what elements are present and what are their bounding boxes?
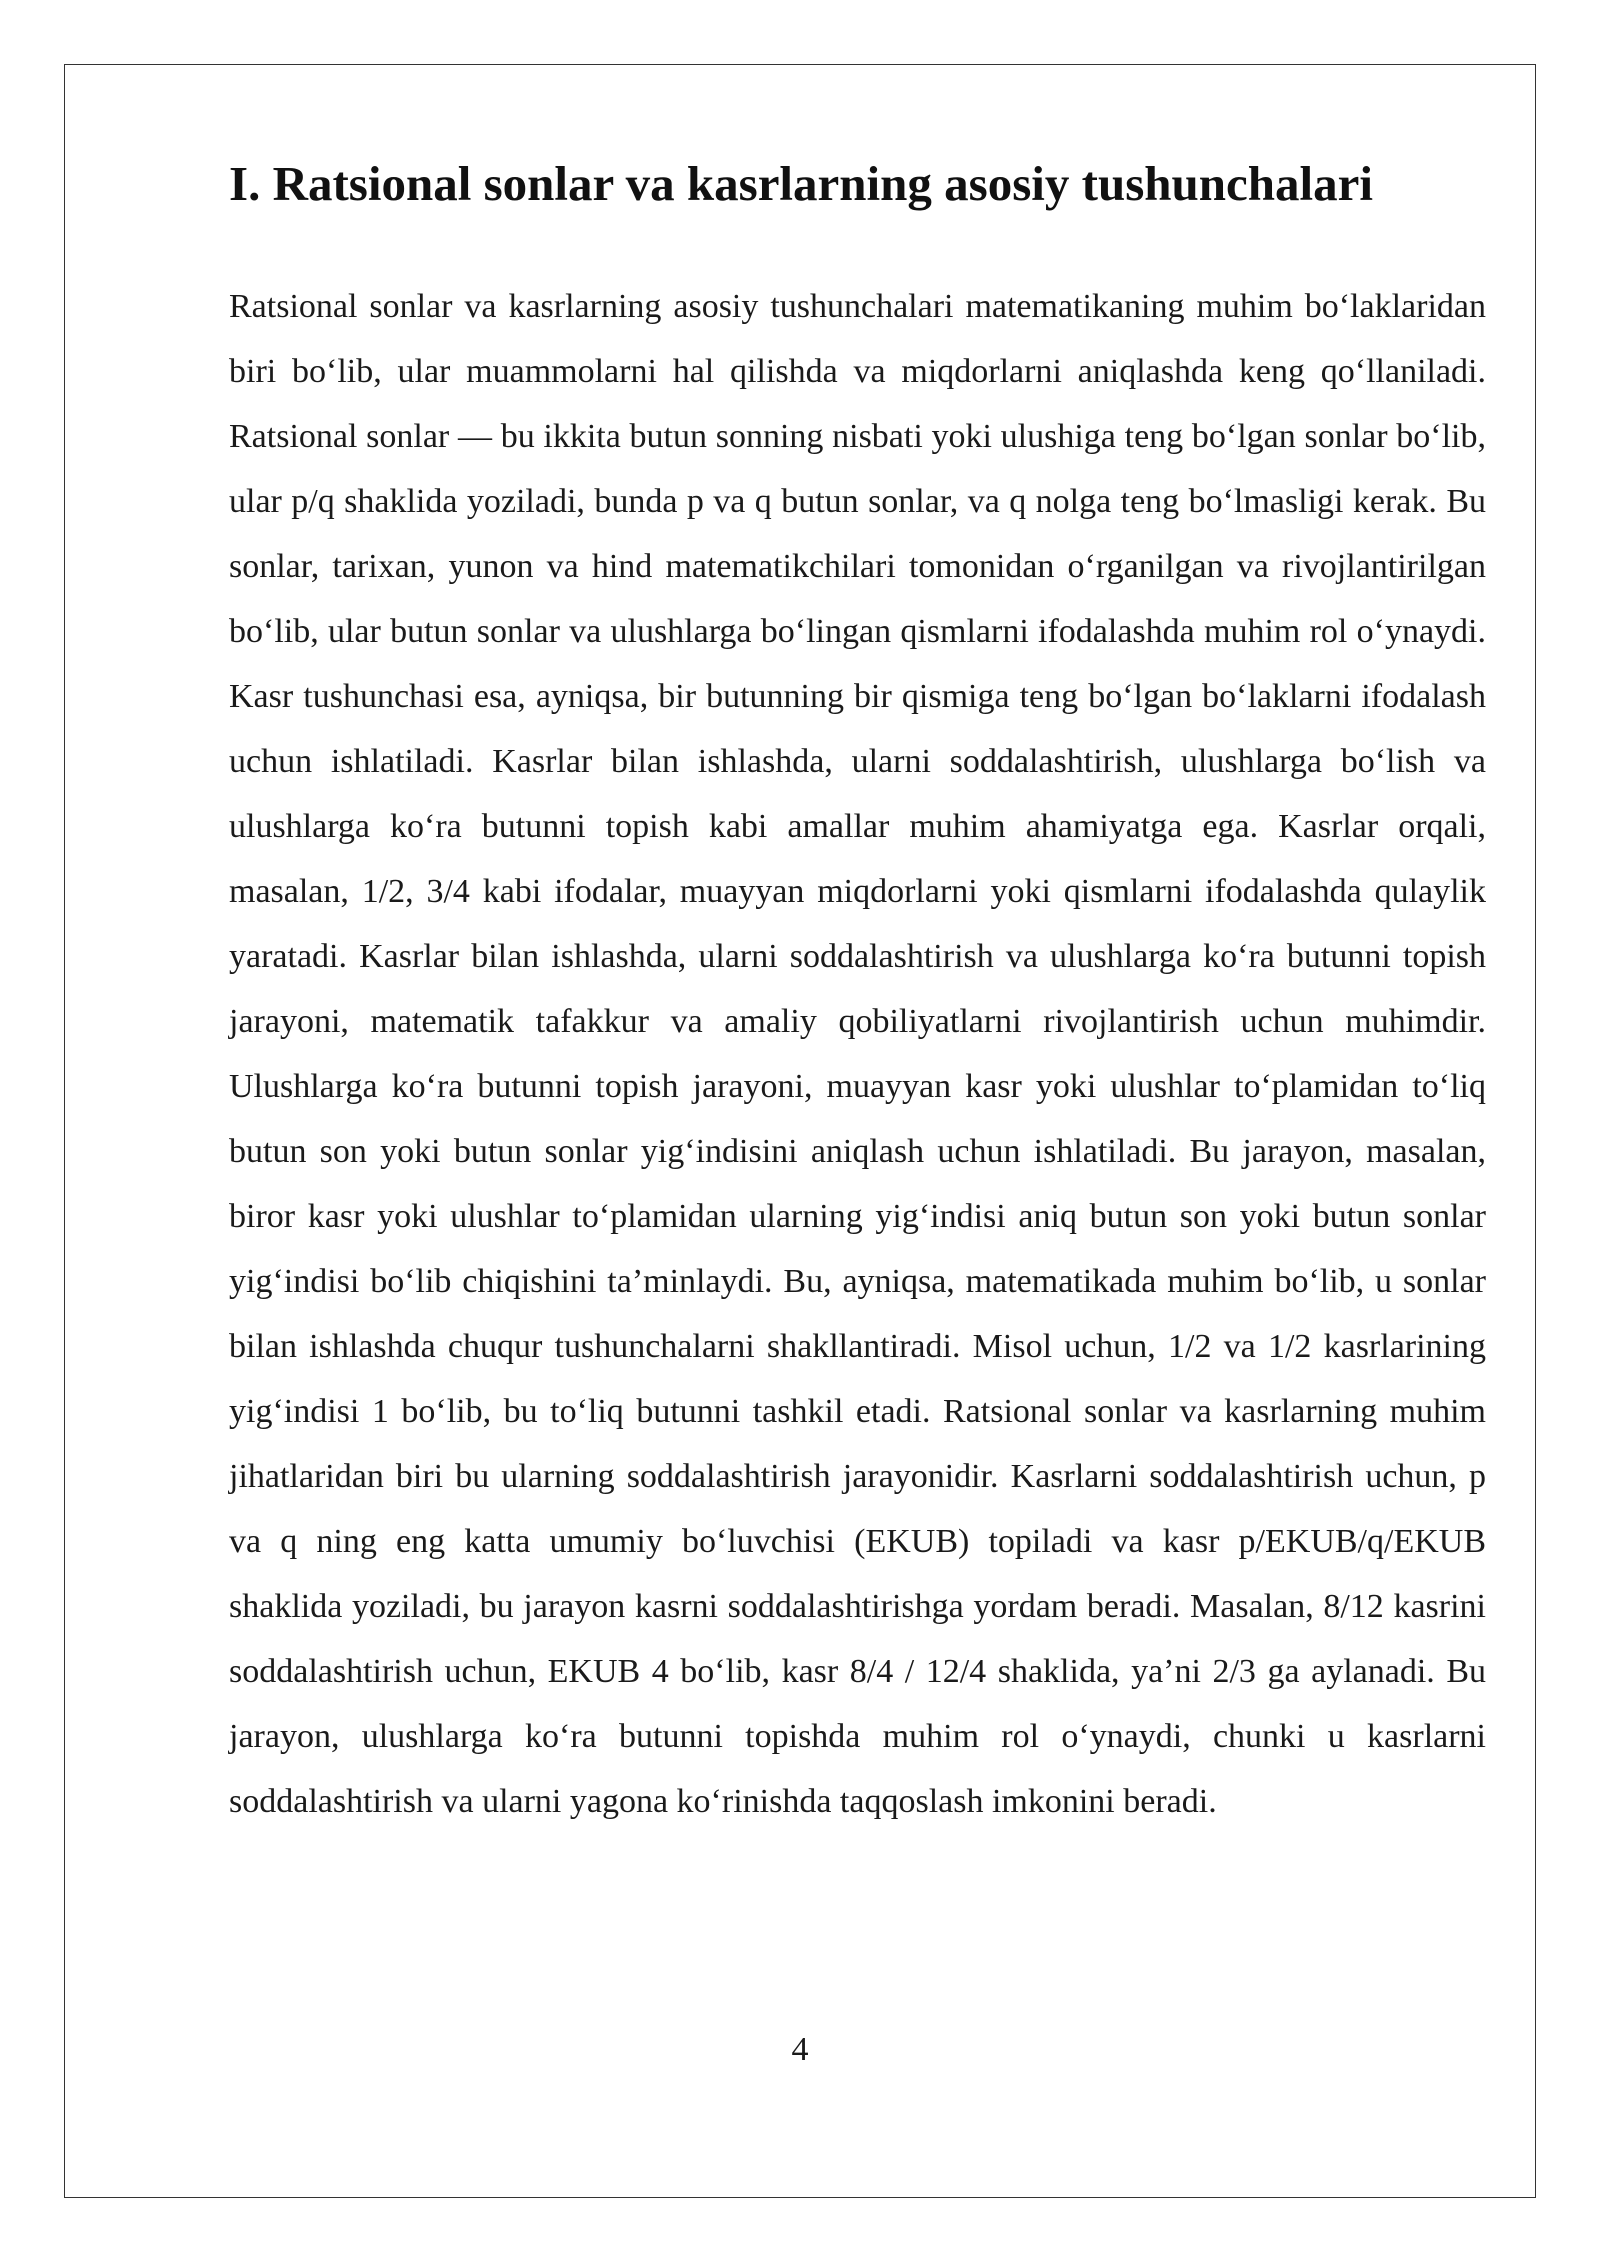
page-number: 4: [791, 2031, 809, 2068]
section-heading: I. Ratsional sonlar va kasrlarning asosiy tushunchalari: [229, 156, 1374, 211]
body-paragraph: Ratsional sonlar va kasrlarning asosiy tushunchalari matematikaning muhim bo‘laklaridan biri bo‘lib, ular muammolarni hal qilishda va miqdorlarni aniqlashda keng qo‘llaniladi. Ratsional sonlar — bu ikkita butun sonning nisbati yoki ulushiga teng bo‘lgan sonlar bo‘lib, ular p/q shaklida yoziladi, bunda p va q butun sonlar, va q nolga teng bo‘lmasligi kerak. Bu sonlar, tarixan, yunon va hind matematikchilari tomonidan o‘rganilgan va rivojlantirilgan bo‘lib, ular butun sonlar va ulushlarga bo‘lingan qismlarni ifodalashda muhim rol o‘ynaydi. Kasr tushunchasi esa, ayniqsa, bir butunning bir qismiga teng bo‘lgan bo‘laklarni ifodalash uchun ishlatiladi. Kasrlar bilan ishlashda, ularni soddalashtirish, ulushlarga bo‘lish va ulushlarga ko‘ra butunni topish kabi amallar muhim ahamiyatga ega. Kasrlar orqali, masalan, 1/2, 3/4 kabi ifodalar, muayyan miqdorlarni yoki qismlarni ifodalashda qulaylik yaratadi. Kasrlar bilan ishlashda, ularni soddalashtirish va ulushlarga ko‘ra butunni topish jarayoni, matematik tafakkur va amaliy qobiliyatlarni rivojlantirish uchun muhimdir. Ulushlarga ko‘ra butunni topish jarayoni, muayyan kasr yoki ulushlar to‘plamidan to‘liq butun son yoki butun sonlar yig‘indisini aniqlash uchun ishlatiladi. Bu jarayon, masalan, biror kasr yoki ulushlar to‘plamidan ularning yig‘indisi aniq butun son yoki butun sonlar yig‘indisi bo‘lib chiqishini ta’minlaydi. Bu, ayniqsa, matematikada muhim bo‘lib, u sonlar bilan ishlashda chuqur tushunchalarni shakllantiradi. Misol uchun, 1/2 va 1/2 kasrlarining yig‘indisi 1 bo‘lib, bu to‘liq butunni tashkil etadi. Ratsional sonlar va kasrlarning muhim jihatlaridan biri bu ularning soddalashtirish jarayonidir. Kasrlarni soddalashtirish uchun, p va q ning eng katta umumiy bo‘luvchisi (EKUB) topiladi va kasr p/EKUB/q/EKUB shaklida yoziladi, bu jarayon kasrni soddalashtirishga yordam beradi. Masalan, 8/12 kasrini soddalashtirish uchun, EKUB 4 bo‘lib, kasr 8/4 / 12/4 shaklida, ya’ni 2/3 ga aylanadi. Bu jarayon, ulushlarga ko‘ra butunni topishda muhim rol o‘ynaydi, chunki u kasrlarni soddalashtirish va ularni yagona ko‘rinishda taqqoslash imkonini beradi.: [229, 288, 1486, 1820]
page-content: [229, 152, 1486, 1834]
